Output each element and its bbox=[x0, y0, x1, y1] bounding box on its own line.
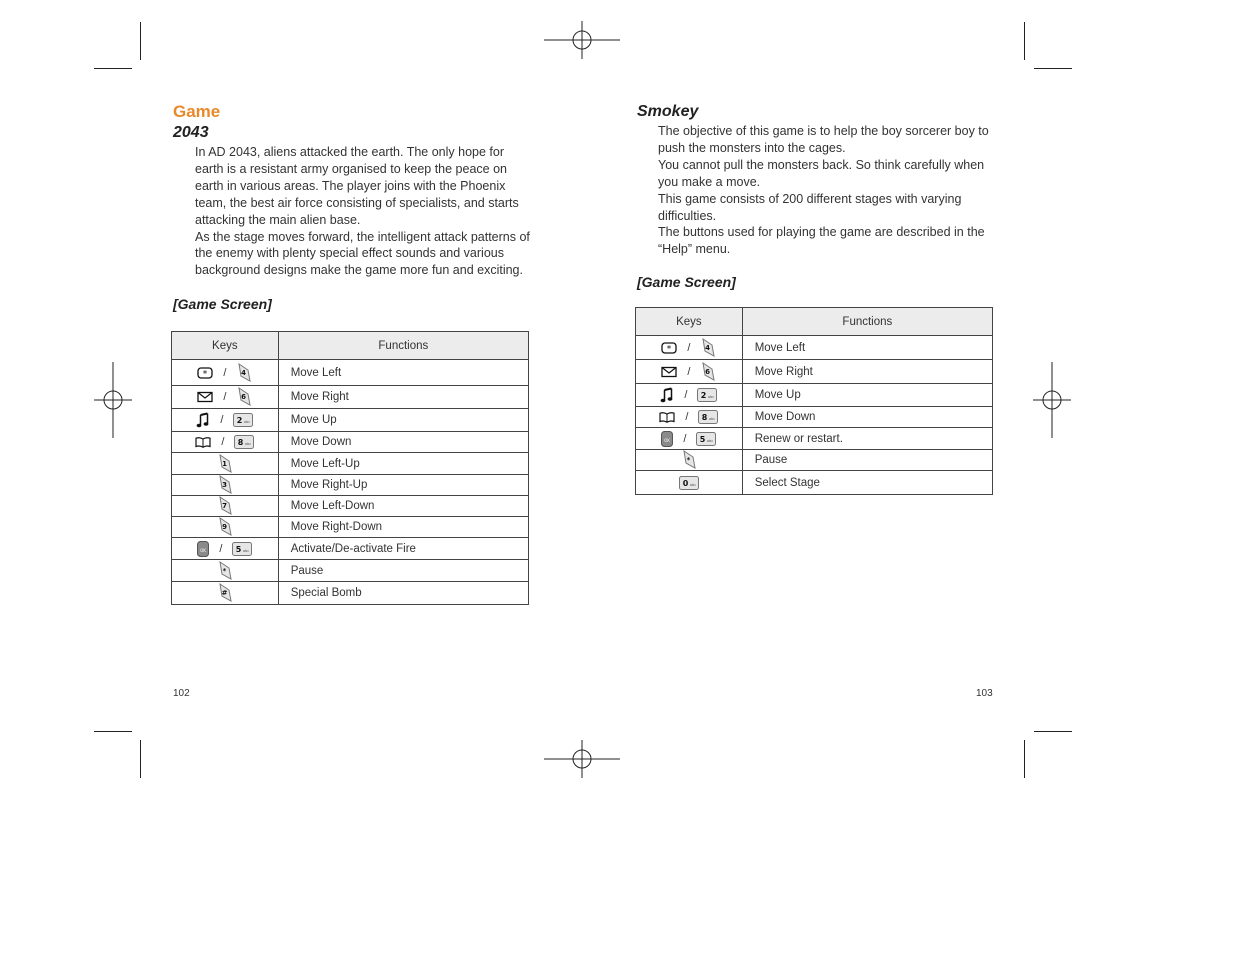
key-hash-icon bbox=[217, 583, 233, 603]
keys-cell bbox=[172, 432, 279, 453]
svg-text:1: 1 bbox=[221, 459, 227, 468]
registration-mark-top bbox=[544, 21, 620, 59]
keys-cell bbox=[636, 384, 743, 407]
key-star-icon bbox=[681, 450, 697, 470]
svg-text:5: 5 bbox=[236, 544, 242, 554]
key-1-icon bbox=[217, 454, 233, 474]
key-6-icon bbox=[236, 387, 252, 407]
svg-text:0: 0 bbox=[682, 478, 689, 488]
key-2-icon bbox=[697, 388, 717, 402]
keys-cell bbox=[172, 560, 279, 582]
table-row bbox=[636, 450, 993, 471]
function-cell: Move Right-Up bbox=[278, 475, 528, 496]
functions-column-header: Functions bbox=[278, 332, 528, 360]
function-cell: Activate/De-activate Fire bbox=[278, 538, 528, 560]
svg-text:8: 8 bbox=[702, 413, 708, 422]
function-cell: Move Up bbox=[742, 384, 992, 407]
svg-text:#: # bbox=[221, 589, 228, 597]
function-cell: Move Down bbox=[742, 407, 992, 428]
svg-text:9: 9 bbox=[221, 523, 227, 531]
table-row bbox=[172, 409, 529, 432]
keys-cell bbox=[636, 407, 743, 428]
function-cell: Special Bomb bbox=[278, 582, 528, 605]
table-row bbox=[636, 360, 993, 384]
key-function-table-2043 bbox=[171, 331, 529, 605]
key-2-icon bbox=[233, 413, 253, 427]
svg-text:*: * bbox=[686, 456, 691, 464]
key-separator: / bbox=[687, 365, 691, 378]
keys-cell bbox=[636, 428, 743, 450]
table-row bbox=[636, 471, 993, 495]
svg-text:abc: abc bbox=[243, 548, 250, 553]
key-5-icon bbox=[696, 432, 716, 446]
star-box-icon bbox=[197, 367, 213, 379]
game-2043-description bbox=[195, 144, 530, 279]
paragraph: This game consists of 200 different stages with varying difficulties. bbox=[658, 191, 962, 223]
key-8-icon bbox=[234, 435, 254, 449]
table-row bbox=[172, 560, 529, 582]
function-cell: Move Right bbox=[278, 386, 528, 409]
table-row bbox=[172, 582, 529, 605]
key-4-icon bbox=[700, 338, 716, 358]
book-icon bbox=[195, 436, 211, 448]
svg-text:*: * bbox=[667, 344, 672, 354]
svg-text:4: 4 bbox=[705, 343, 711, 352]
envelope-icon bbox=[661, 366, 677, 378]
svg-text:6: 6 bbox=[241, 393, 247, 401]
keys-column-header: Keys bbox=[172, 332, 279, 360]
key-8-icon bbox=[698, 410, 718, 424]
svg-text:abc: abc bbox=[707, 438, 714, 443]
keys-cell bbox=[172, 538, 279, 560]
function-cell: Move Left bbox=[742, 336, 992, 360]
paragraph: As the stage moves forward, the intelligent attack patterns of the enemy with plenty special effect sounds and various background designs make the game more fun and exciting. bbox=[195, 229, 530, 278]
keys-cell bbox=[636, 471, 743, 495]
paragraph: The buttons used for playing the game are described in the “Help” menu. bbox=[658, 225, 985, 257]
smokey-description bbox=[658, 123, 993, 258]
page-number: 102 bbox=[173, 688, 190, 699]
star-box-icon bbox=[661, 342, 677, 354]
key-separator: / bbox=[684, 389, 688, 401]
paragraph: In AD 2043, aliens attacked the earth. The only hope for earth is a resistant army organised to keep the peace on earth in various areas. The player joins with the Phoenix team, the best air force consisting of specialists, and starts attacking the main alien base. bbox=[195, 145, 519, 227]
keys-cell bbox=[172, 360, 279, 386]
function-cell: Move Down bbox=[278, 432, 528, 453]
key-separator: / bbox=[223, 366, 227, 379]
table-row bbox=[172, 517, 529, 538]
game-title-smokey: Smokey bbox=[637, 103, 699, 120]
game-screen-label: [Game Screen] bbox=[173, 296, 272, 312]
svg-text:5: 5 bbox=[700, 434, 706, 444]
paragraph: The objective of this game is to help the boy sorcerer boy to push the monsters into the cages. bbox=[658, 124, 989, 155]
svg-text:OK: OK bbox=[664, 437, 671, 443]
svg-text:abc: abc bbox=[689, 482, 696, 487]
book-icon bbox=[659, 411, 675, 423]
key-separator: / bbox=[221, 436, 225, 448]
table-row bbox=[172, 475, 529, 496]
key-9-icon bbox=[217, 517, 233, 537]
key-5-icon bbox=[232, 542, 252, 556]
function-cell: Move Left-Up bbox=[278, 453, 528, 475]
function-cell: Move Left bbox=[278, 360, 528, 386]
table-row bbox=[172, 538, 529, 560]
table-row bbox=[636, 407, 993, 428]
svg-text:*: * bbox=[222, 566, 227, 575]
function-cell: Select Stage bbox=[742, 471, 992, 495]
keys-cell bbox=[172, 582, 279, 605]
table-row bbox=[636, 384, 993, 407]
function-cell: Move Right bbox=[742, 360, 992, 384]
music-note-icon bbox=[660, 387, 674, 403]
function-cell: Pause bbox=[278, 560, 528, 582]
key-4-icon bbox=[236, 363, 252, 383]
key-star-icon bbox=[217, 561, 233, 581]
key-separator: / bbox=[223, 391, 227, 403]
keys-cell bbox=[172, 386, 279, 409]
registration-mark-bottom bbox=[544, 740, 620, 778]
registration-mark-left bbox=[94, 362, 132, 438]
table-row bbox=[636, 336, 993, 360]
key-6-icon bbox=[700, 362, 716, 382]
keys-cell bbox=[172, 475, 279, 496]
svg-text:8: 8 bbox=[238, 438, 244, 447]
function-cell: Move Up bbox=[278, 409, 528, 432]
table-row bbox=[172, 360, 529, 386]
keys-cell bbox=[172, 409, 279, 432]
key-separator: / bbox=[220, 414, 224, 426]
function-cell: Move Left-Down bbox=[278, 496, 528, 517]
game-screen-label: [Game Screen] bbox=[637, 274, 736, 290]
table-row bbox=[172, 432, 529, 453]
keys-cell bbox=[172, 517, 279, 538]
svg-text:OK: OK bbox=[200, 547, 207, 553]
svg-text:*: * bbox=[203, 369, 208, 379]
function-cell: Pause bbox=[742, 450, 992, 471]
paragraph: You cannot pull the monsters back. So think carefully when you make a move. bbox=[658, 157, 985, 189]
svg-text:2: 2 bbox=[701, 391, 707, 400]
keys-cell bbox=[172, 453, 279, 475]
functions-column-header: Functions bbox=[742, 308, 992, 336]
svg-text:2: 2 bbox=[237, 416, 243, 425]
svg-text:4: 4 bbox=[241, 368, 247, 377]
key-function-table-smokey bbox=[635, 307, 993, 495]
svg-text:abc: abc bbox=[709, 417, 716, 421]
svg-text:3: 3 bbox=[221, 481, 227, 489]
svg-text:abc: abc bbox=[708, 395, 715, 399]
svg-text:abc: abc bbox=[245, 442, 252, 446]
ok-key-icon bbox=[661, 431, 673, 447]
page-number: 103 bbox=[976, 688, 993, 699]
function-cell: Move Right-Down bbox=[278, 517, 528, 538]
registration-mark-right bbox=[1033, 362, 1071, 438]
key-0-icon bbox=[679, 476, 699, 490]
key-7-icon bbox=[217, 496, 233, 516]
table-row bbox=[172, 453, 529, 475]
svg-text:abc: abc bbox=[244, 420, 251, 424]
keys-cell bbox=[636, 336, 743, 360]
svg-text:7: 7 bbox=[221, 502, 227, 510]
table-row bbox=[172, 496, 529, 517]
keys-cell bbox=[172, 496, 279, 517]
function-cell: Renew or restart. bbox=[742, 428, 992, 450]
game-title-2043: 2043 bbox=[173, 124, 209, 141]
section-title: Game bbox=[173, 102, 221, 121]
table-row bbox=[172, 386, 529, 409]
keys-column-header: Keys bbox=[636, 308, 743, 336]
keys-cell bbox=[636, 450, 743, 471]
envelope-icon bbox=[197, 391, 213, 403]
music-note-icon bbox=[196, 412, 210, 428]
key-separator: / bbox=[219, 542, 223, 555]
key-separator: / bbox=[685, 411, 689, 423]
key-separator: / bbox=[687, 341, 691, 354]
svg-text:6: 6 bbox=[705, 367, 711, 376]
key-3-icon bbox=[217, 475, 233, 495]
key-separator: / bbox=[683, 432, 687, 445]
keys-cell bbox=[636, 360, 743, 384]
table-row bbox=[636, 428, 993, 450]
ok-key-icon bbox=[197, 541, 209, 557]
